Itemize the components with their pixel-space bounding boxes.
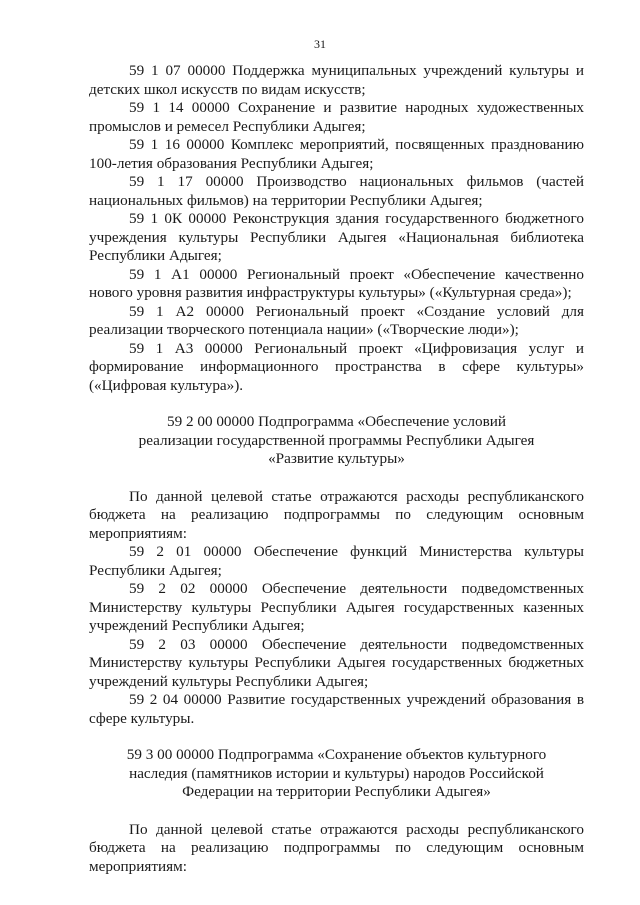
list-item: 59 1 14 00000 Сохранение и развитие народных художественных промыслов и ремесел Республики Адыгея; <box>89 99 584 135</box>
list-item: 59 2 01 00000 Обеспечение функций Министерства культуры Республики Адыгея; <box>89 543 584 579</box>
list-item: 59 1 А1 00000 Региональный проект «Обеспечение качественно нового уровня развития инфраструктуры культуры» («Культурная среда»); <box>89 265 584 301</box>
heading-line: Федерации на территории Республики Адыгея» <box>182 783 491 800</box>
heading-line: «Развитие культуры» <box>268 450 405 467</box>
list-item: 59 1 А2 00000 Региональный проект «Создание условий для реализации творческого потенциала нации» («Творческие люди»); <box>89 302 584 338</box>
list-item: 59 1 07 00000 Поддержка муниципальных учреждений культуры и детских школ искусств по видам искусств; <box>89 62 584 98</box>
list-item: 59 1 А3 00000 Региональный проект «Цифровизация услуг и формирование информационного пространства в сфере культуры» («Цифровая культура»). <box>89 339 584 394</box>
subprogram-2-heading <box>89 413 584 469</box>
heading-line: реализации государственной программы Республики Адыгея <box>138 431 535 449</box>
list-item: 59 1 16 00000 Комплекс мероприятий, посвященных празднованию 100-летия образования Республики Адыгея; <box>89 136 584 172</box>
subprogram-3-heading <box>89 746 584 802</box>
list-item: 59 2 03 00000 Обеспечение деятельности подведомственных Министерству культуры Республики Адыгея государственных бюджетных учреждений культуры Республики Адыгея; <box>89 635 584 690</box>
subprogram-3-intro: По данной целевой статье отражаются расходы республиканского бюджета на реализацию подпрограммы по следующим основным мероприятиям: <box>89 820 584 875</box>
heading-line: 59 3 00 00000 Подпрограмма «Сохранение объектов культурного <box>126 746 547 763</box>
list-item: 59 1 0К 00000 Реконструкция здания государственного бюджетного учреждения культуры Республики Адыгея «Национальная библиотека Республики Адыгея; <box>89 210 584 264</box>
list-item: 59 1 17 00000 Производство национальных фильмов (частей национальных фильмов) на территории Республики Адыгея; <box>89 173 584 209</box>
heading-line: 59 2 00 00000 Подпрограмма «Обеспечение условий <box>166 413 507 430</box>
list-item: 59 2 04 00000 Развитие государственных учреждений образования в сфере культуры. <box>89 691 584 727</box>
list-item: 59 2 02 00000 Обеспечение деятельности подведомственных Министерству культуры Республики Адыгея государственных казенных учреждений Республики Адыгея; <box>89 580 584 634</box>
document-body <box>89 62 584 876</box>
page-number: 31 <box>314 37 326 51</box>
section-2-item-list <box>89 543 584 728</box>
heading-line: наследия (памятников истории и культуры) народов Российской <box>129 764 544 782</box>
section-1-item-list <box>89 62 584 395</box>
subprogram-2-intro: По данной целевой статье отражаются расходы республиканского бюджета на реализацию подпрограммы по следующим основным мероприятиям: <box>89 487 584 542</box>
